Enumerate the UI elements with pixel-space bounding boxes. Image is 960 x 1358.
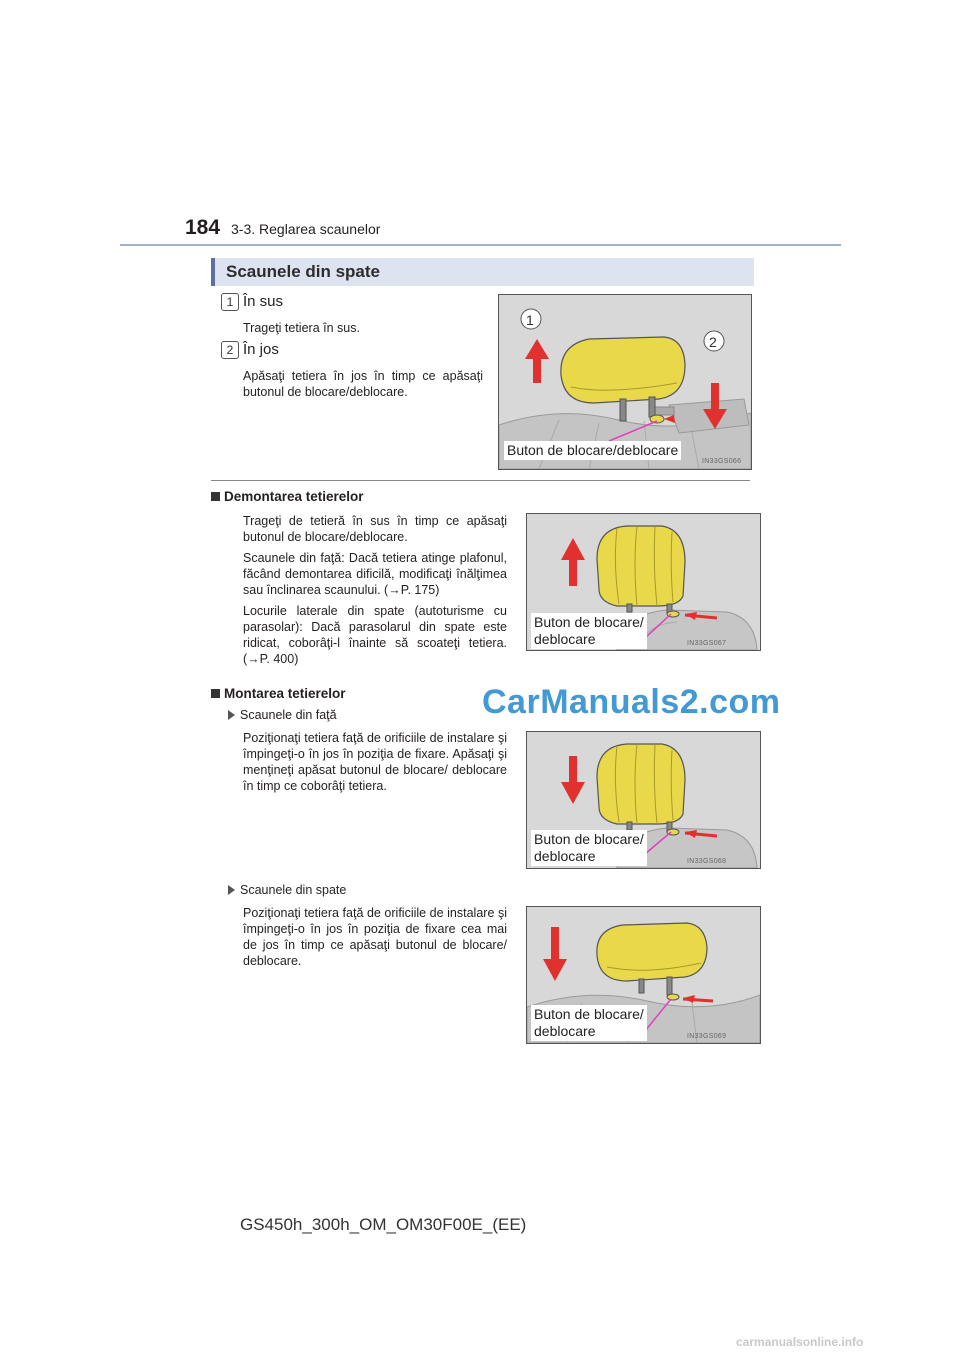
- figure-2-callout-line-2: deblocare: [534, 631, 596, 647]
- install-front-label: [228, 708, 337, 722]
- figure-3-callout: [531, 830, 647, 866]
- removal-heading: [211, 489, 364, 504]
- install-rear-text: Poziţionaţi tetiera faţă de orificiile de instalare şi împingeţi-o în jos în poziţia de fixare cea mai de jos în timp ce apăsaţi butonul de blocare/ deblocare.: [243, 906, 507, 968]
- removal-heading-text: Demontarea tetierelor: [224, 489, 364, 504]
- step-1-title: În sus: [243, 293, 284, 310]
- chapter-title: 3-3. Reglarea scaunelor: [231, 221, 381, 237]
- figure-4-code: IN33GS069: [687, 1033, 727, 1040]
- section-title: Scaunele din spate: [226, 262, 380, 281]
- figure-rear-headrest-install: [526, 906, 761, 1044]
- removal-paragraph-1: Trageţi de tetieră în sus în timp ce apăsaţi butonul de blocare/deblocare.: [243, 514, 507, 544]
- section-divider: [211, 480, 750, 481]
- install-rear-label: [228, 883, 346, 897]
- step-1-number: 1: [221, 293, 239, 311]
- triangle-bullet-icon: [228, 885, 235, 895]
- figure-2-callout: [531, 613, 647, 649]
- removal-paragraph-3: Locurile laterale din spate (autoturisme cu parasolar): Dacă parasolarul din spate este ridicat, coborâţi-l înainte să scoateţi tetiera. (→P. 400): [243, 604, 507, 666]
- square-bullet-icon: [211, 689, 220, 698]
- step-2-text: Apăsaţi tetiera în jos în timp ce apăsaţi butonul de blocare/deblocare.: [243, 369, 483, 399]
- figure-3-code: IN33GS068: [687, 858, 727, 865]
- figure-4-callout: [531, 1005, 647, 1041]
- step-1-text: Trageţi tetiera în sus.: [243, 321, 360, 335]
- square-bullet-icon: [211, 492, 220, 501]
- step-2-title: În jos: [243, 341, 279, 358]
- install-rear-label-text: Scaunele din spate: [240, 883, 347, 897]
- install-front-label-text: Scaunele din faţă: [240, 708, 337, 722]
- figure-2-callout-line-1: Buton de blocare/: [534, 614, 644, 630]
- figure-front-headrest-install: [526, 731, 761, 869]
- figure-3-callout-line-1: Buton de blocare/: [534, 831, 644, 847]
- figure-1-marker-2: 2: [709, 334, 717, 350]
- step-2-number: 2: [221, 341, 239, 359]
- removal-paragraph-2: Scaunele din faţă: Dacă tetiera atinge plafonul, făcând demontarea dificilă, modificaţi înălţimea sau înclinarea scaunului. (→P. 175): [243, 551, 507, 597]
- figure-2-code: IN33GS067: [687, 640, 727, 647]
- figure-1-marker-1: 1: [526, 312, 534, 328]
- header-rule: [120, 244, 841, 246]
- figure-headrest-removal: [526, 513, 761, 651]
- document-footer: GS450h_300h_OM_OM30F00E_(EE): [240, 1215, 527, 1234]
- triangle-bullet-icon: [228, 710, 235, 720]
- install-heading: [211, 686, 346, 701]
- page-number: 184: [185, 216, 221, 239]
- figure-4-callout-line-2: deblocare: [534, 1023, 596, 1039]
- section-title-bar: [211, 258, 754, 286]
- watermark-top: CarManuals2.com: [482, 683, 781, 721]
- watermark-bottom: carmanualsonline.info: [736, 1335, 864, 1349]
- figure-rear-headrest-adjust: [498, 294, 752, 470]
- figure-3-callout-line-2: deblocare: [534, 848, 596, 864]
- figure-1-callout: Buton de blocare/deblocare: [504, 441, 681, 460]
- figure-4-callout-line-1: Buton de blocare/: [534, 1006, 644, 1022]
- install-heading-text: Montarea tetierelor: [224, 686, 346, 701]
- install-front-text: Poziţionaţi tetiera faţă de orificiile de instalare şi împingeţi-o în jos în poziţia de fixare. Apăsaţi şi menţineţi apăsat butonul de blocare/ deblocare în timp ce coborâţi tetiera.: [243, 731, 507, 793]
- figure-1-code: IN33GS066: [702, 458, 742, 465]
